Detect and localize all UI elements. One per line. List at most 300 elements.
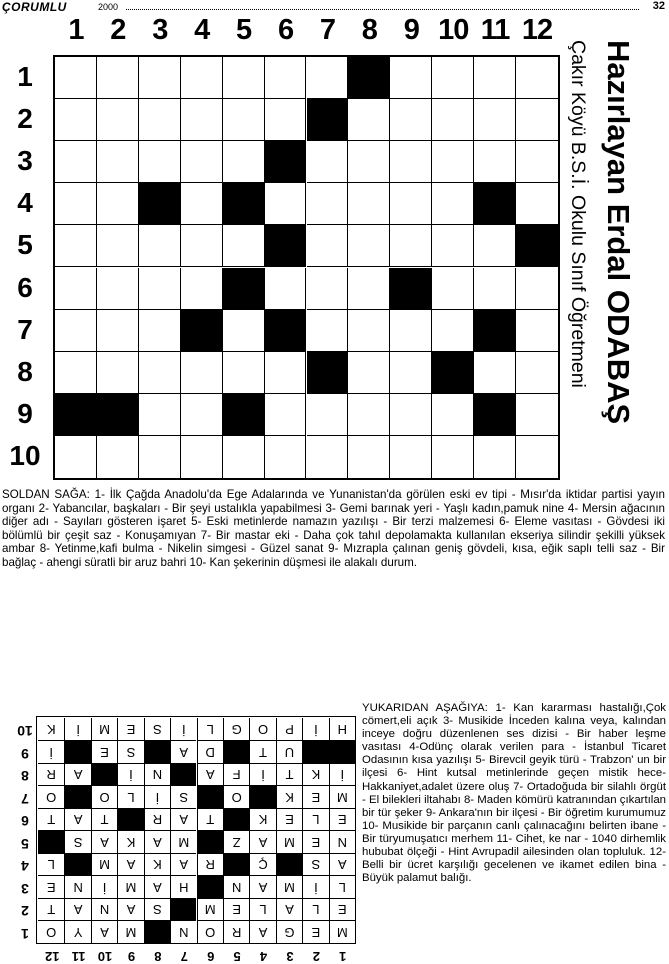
- solution-row-number: 9: [21, 746, 29, 762]
- grid-cell: [348, 394, 390, 436]
- solution-cell: G: [276, 921, 302, 944]
- grid-cell: [181, 57, 223, 99]
- grid-cell: [348, 141, 390, 183]
- grid-cell: [55, 352, 97, 394]
- solution-row-number: 3: [21, 881, 29, 897]
- column-number: 11: [480, 14, 510, 46]
- solution-cell: A: [117, 898, 143, 921]
- solution-cell: E: [302, 921, 328, 944]
- row-number: 10: [9, 439, 41, 471]
- solution-cell: Y: [64, 921, 90, 944]
- solution-cell: N: [170, 921, 196, 944]
- solution-cell: T: [38, 898, 64, 921]
- solution-cell: R: [144, 808, 170, 831]
- crossword-grid: [53, 55, 560, 480]
- solution-cell: [329, 741, 355, 764]
- credits-panel: [560, 40, 669, 480]
- solution-cell: P: [276, 718, 302, 741]
- column-number: 8: [361, 14, 377, 46]
- grid-cell: [97, 394, 139, 436]
- solution-cell: E: [302, 786, 328, 809]
- grid-cell: [307, 268, 349, 310]
- column-number: 9: [403, 14, 419, 46]
- grid-cell: [307, 141, 349, 183]
- solution-cell: İ: [249, 763, 275, 786]
- column-number: 2: [110, 14, 126, 46]
- grid-cell: [307, 352, 349, 394]
- solution-cell: [144, 741, 170, 764]
- row-number: 1: [17, 61, 33, 93]
- solution-cell: A: [144, 831, 170, 854]
- grid-cell: [97, 57, 139, 99]
- grid-cell: [474, 225, 516, 267]
- solution-cell: E: [91, 741, 117, 764]
- solution-cell: A: [64, 898, 90, 921]
- grid-cell: [432, 394, 474, 436]
- solution-cell: [197, 876, 223, 899]
- solution-cell: L: [249, 898, 275, 921]
- solution-cell: [223, 741, 249, 764]
- solution-cell: A: [91, 831, 117, 854]
- row-number: 6: [17, 271, 33, 303]
- solution-cell: A: [170, 741, 196, 764]
- solution-row-number: 10: [17, 723, 33, 740]
- solution-row-number: 7: [21, 791, 29, 807]
- grid-cell: [516, 436, 558, 478]
- solution-column-number: 12: [44, 949, 60, 964]
- grid-cell: [265, 352, 307, 394]
- grid-cell: [223, 57, 265, 99]
- grid-cell: [223, 268, 265, 310]
- grid-cell: [97, 352, 139, 394]
- grid-cell: [432, 99, 474, 141]
- grid-cell: [181, 141, 223, 183]
- grid-cell: [474, 352, 516, 394]
- grid-cell: [265, 99, 307, 141]
- solution-cell: G: [223, 718, 249, 741]
- solution-cell: A: [64, 808, 90, 831]
- row-number: 9: [17, 397, 33, 429]
- solution-cell: S: [144, 718, 170, 741]
- solution-cell: S: [302, 853, 328, 876]
- across-heading: SOLDAN SAĞA:: [2, 488, 90, 501]
- solution-cell: [64, 853, 90, 876]
- solution-cell: L: [117, 786, 143, 809]
- solution-row-number: 8: [21, 768, 29, 785]
- grid-cell: [307, 225, 349, 267]
- solution-cell: İ: [117, 763, 143, 786]
- grid-cell: [181, 310, 223, 352]
- grid-cell: [307, 436, 349, 478]
- solution-cell: [91, 763, 117, 786]
- down-clues: [362, 702, 666, 885]
- solution-column-number: 11: [71, 949, 86, 964]
- page-header: [0, 0, 669, 14]
- solution-cell: N: [223, 876, 249, 899]
- solution-cell: K: [117, 831, 143, 854]
- solution-cell: M: [91, 718, 117, 741]
- solution-row-number: 6: [21, 813, 29, 830]
- solution-cell: K: [144, 853, 170, 876]
- grid-cell: [97, 268, 139, 310]
- solution-cell: [144, 921, 170, 944]
- grid-cell: [432, 268, 474, 310]
- solution-row-number: 1: [21, 926, 29, 942]
- solution-block: [16, 716, 356, 964]
- solution-cell: İ: [329, 763, 355, 786]
- grid-cell: [265, 183, 307, 225]
- grid-cell: [432, 57, 474, 99]
- solution-cell: S: [144, 898, 170, 921]
- solution-cell: D: [197, 741, 223, 764]
- credits-subtitle: Çakır Köyü B.S.İ. Okulu Sınıf Öğretmeni: [567, 40, 589, 388]
- down-heading: YUKARIDAN AŞAĞIYA:: [362, 702, 488, 714]
- grid-cell: [390, 436, 432, 478]
- solution-cell: N: [91, 898, 117, 921]
- solution-column-number: 6: [207, 949, 215, 964]
- solution-cell: [38, 831, 64, 854]
- row-number: 3: [17, 145, 33, 177]
- row-number: 5: [17, 229, 33, 261]
- solution-cell: [64, 786, 90, 809]
- solution-cell: M: [329, 921, 355, 944]
- grid-cell: [223, 183, 265, 225]
- column-number: 10: [438, 14, 469, 46]
- column-number: 7: [319, 14, 336, 46]
- grid-cell: [55, 99, 97, 141]
- solution-cell: A: [249, 876, 275, 899]
- solution-cell: E: [276, 808, 302, 831]
- puzzle-column-numbers: [53, 14, 560, 50]
- grid-cell: [432, 141, 474, 183]
- solution-cell: E: [302, 831, 328, 854]
- grid-cell: [265, 57, 307, 99]
- solution-cell: M: [117, 921, 143, 944]
- grid-cell: [265, 268, 307, 310]
- solution-column-number: 1: [339, 949, 347, 964]
- grid-cell: [348, 183, 390, 225]
- solution-cell: N: [64, 876, 90, 899]
- solution-cell: O: [38, 921, 64, 944]
- solution-cell: T: [197, 808, 223, 831]
- solution-cell: N: [329, 831, 355, 854]
- grid-cell: [307, 183, 349, 225]
- grid-cell: [55, 183, 97, 225]
- grid-cell: [223, 352, 265, 394]
- solution-cell: S: [64, 831, 90, 854]
- grid-cell: [390, 99, 432, 141]
- solution-cell: M: [170, 831, 196, 854]
- grid-cell: [474, 436, 516, 478]
- solution-cell: [249, 786, 275, 809]
- grid-cell: [348, 57, 390, 99]
- grid-cell: [390, 268, 432, 310]
- column-number: 3: [152, 14, 168, 46]
- solution-row-number: 4: [21, 858, 29, 875]
- solution-column-number: 9: [127, 949, 136, 964]
- grid-cell: [223, 394, 265, 436]
- grid-cell: [516, 141, 558, 183]
- solution-column-numbers: [36, 946, 356, 964]
- solution-column-number: 7: [180, 949, 188, 964]
- solution-cell: E: [329, 808, 355, 831]
- grid-cell: [348, 268, 390, 310]
- solution-cell: S: [170, 786, 196, 809]
- solution-column-number: 8: [154, 949, 162, 964]
- header-dotted-rule: [126, 9, 639, 10]
- solution-column-number: 4: [259, 949, 268, 964]
- row-number: 7: [17, 313, 33, 345]
- grid-cell: [265, 225, 307, 267]
- solution-cell: H: [170, 876, 196, 899]
- solution-cell: N: [144, 763, 170, 786]
- grid-cell: [55, 225, 97, 267]
- solution-cell: İ: [38, 741, 64, 764]
- grid-cell: [223, 141, 265, 183]
- solution-cell: İ: [302, 876, 328, 899]
- grid-cell: [55, 141, 97, 183]
- grid-cell: [390, 225, 432, 267]
- across-clues: [2, 488, 665, 570]
- grid-cell: [223, 225, 265, 267]
- grid-cell: [432, 225, 474, 267]
- solution-cell: A: [144, 876, 170, 899]
- grid-cell: [181, 225, 223, 267]
- solution-cell: İ: [91, 876, 117, 899]
- magazine-logo: ÇORUMLU: [2, 0, 67, 14]
- solution-row-number: 5: [21, 836, 29, 852]
- solution-cell: [223, 808, 249, 831]
- solution-cell: F: [223, 763, 249, 786]
- grid-cell: [474, 394, 516, 436]
- grid-cell: [55, 268, 97, 310]
- grid-cell: [55, 57, 97, 99]
- solution-cell: [64, 741, 90, 764]
- grid-cell: [516, 352, 558, 394]
- solution-cell: T: [38, 808, 64, 831]
- grid-cell: [432, 436, 474, 478]
- solution-cell: O: [38, 786, 64, 809]
- solution-cell: L: [38, 853, 64, 876]
- grid-cell: [474, 141, 516, 183]
- solution-cell: Z: [223, 831, 249, 854]
- grid-cell: [390, 394, 432, 436]
- solution-cell: A: [249, 831, 275, 854]
- issue-year: 2000: [98, 2, 119, 12]
- grid-cell: [516, 183, 558, 225]
- grid-cell: [516, 57, 558, 99]
- solution-cell: K: [249, 808, 275, 831]
- solution-cell: O: [91, 786, 117, 809]
- grid-cell: [516, 310, 558, 352]
- grid-cell: [139, 141, 181, 183]
- grid-cell: [516, 268, 558, 310]
- grid-cell: [97, 436, 139, 478]
- column-number: 4: [194, 14, 210, 46]
- solution-cell: R: [223, 921, 249, 944]
- grid-cell: [97, 183, 139, 225]
- solution-cell: A: [329, 853, 355, 876]
- solution-cell: E: [223, 898, 249, 921]
- solution-cell: T: [91, 808, 117, 831]
- solution-cell: İ: [302, 718, 328, 741]
- solution-cell: K: [276, 786, 302, 809]
- grid-cell: [181, 268, 223, 310]
- grid-cell: [97, 99, 139, 141]
- solution-cell: [197, 786, 223, 809]
- solution-cell: U: [276, 741, 302, 764]
- solution-column-number: 3: [286, 949, 294, 964]
- grid-cell: [432, 352, 474, 394]
- grid-cell: [139, 310, 181, 352]
- grid-cell: [390, 310, 432, 352]
- solution-cell: O: [249, 718, 275, 741]
- grid-cell: [516, 99, 558, 141]
- grid-cell: [432, 310, 474, 352]
- solution-cell: K: [38, 718, 64, 741]
- solution-cell: A: [64, 763, 90, 786]
- solution-cell: L: [329, 876, 355, 899]
- grid-cell: [390, 183, 432, 225]
- grid-cell: [307, 394, 349, 436]
- grid-cell: [348, 352, 390, 394]
- row-number: 4: [17, 187, 33, 219]
- solution-cell: T: [276, 763, 302, 786]
- solution-cell: O: [223, 786, 249, 809]
- grid-cell: [181, 183, 223, 225]
- solution-cell: L: [302, 898, 328, 921]
- grid-cell: [139, 225, 181, 267]
- solution-cell: A: [249, 921, 275, 944]
- grid-cell: [265, 394, 307, 436]
- grid-cell: [307, 310, 349, 352]
- solution-cell: İ: [170, 718, 196, 741]
- solution-cell: [170, 898, 196, 921]
- grid-cell: [307, 57, 349, 99]
- grid-cell: [348, 310, 390, 352]
- solution-cell: R: [38, 763, 64, 786]
- solution-grid: [36, 716, 356, 944]
- grid-cell: [139, 268, 181, 310]
- credits-title: Hazırlayan Erdal ODABAŞ: [601, 40, 636, 425]
- solution-cell: L: [302, 808, 328, 831]
- row-number: 2: [17, 103, 33, 135]
- solution-cell: [302, 741, 328, 764]
- grid-cell: [223, 310, 265, 352]
- grid-cell: [348, 99, 390, 141]
- grid-cell: [181, 436, 223, 478]
- solution-cell: [223, 853, 249, 876]
- grid-cell: [432, 183, 474, 225]
- solution-cell: E: [329, 898, 355, 921]
- solution-cell: A: [170, 853, 196, 876]
- column-number: 6: [277, 14, 294, 46]
- grid-cell: [390, 57, 432, 99]
- solution-cell: R: [197, 853, 223, 876]
- solution-cell: E: [38, 876, 64, 899]
- down-text: 1- Kan kararması hastalığı,Çok cömert,eli açık 3- Musikide İnceden kalına veya, kalından inceye doğru düzenlenen ses dizisi - Bir haber leşme vasıtası 4-Odünç olarak verilen para - İstanbul Ticaret Odasının kısa yazılışı 5- Birevcil geyik türü - Trabzon' un bir ilçesi 6- Hint kutsal metinlerinde geçen mistik hece- Hakkaniyet,adalet üzere oluş 7- Ortadoğuda bir silahlı örgüt - El bilekleri iltahabı 8- Maden kömürü katranından çıkartılan bir tür şeker 9- Ankara'nın bir ilçesi - Bir öğretim kurumumuz 10- Musikide bir parçanın canlı çalınacağını belirten ibane - Bir türyumuşatıcı merhem 11- Cihet, ke nar - 1040 dirhemlik hububat ölçeği - Hint Avrupadil ailesinden olan topluluk. 12- Belli bir ücret karşılığı gecelenen ve ikamet edilen bina -Büyük palamut balığı.: [362, 702, 666, 885]
- grid-cell: [265, 141, 307, 183]
- solution-cell: Ç: [249, 853, 275, 876]
- grid-cell: [307, 99, 349, 141]
- solution-cell: A: [117, 853, 143, 876]
- column-number: 5: [236, 14, 252, 46]
- grid-cell: [139, 352, 181, 394]
- column-number: 1: [68, 14, 84, 46]
- grid-cell: [390, 352, 432, 394]
- grid-cell: [516, 394, 558, 436]
- grid-cell: [474, 57, 516, 99]
- grid-cell: [139, 99, 181, 141]
- grid-cell: [181, 352, 223, 394]
- grid-cell: [474, 310, 516, 352]
- solution-cell: M: [329, 786, 355, 809]
- solution-cell: M: [276, 831, 302, 854]
- solution-cell: M: [91, 853, 117, 876]
- solution-cell: A: [91, 921, 117, 944]
- page-number: 32: [652, 0, 665, 12]
- solution-cell: [170, 763, 196, 786]
- column-number: 12: [521, 14, 553, 46]
- solution-column-number: 10: [97, 949, 113, 964]
- solution-cell: İ: [144, 786, 170, 809]
- grid-cell: [139, 57, 181, 99]
- grid-cell: [265, 436, 307, 478]
- solution-cell: M: [276, 876, 302, 899]
- grid-cell: [474, 268, 516, 310]
- grid-cell: [223, 436, 265, 478]
- grid-cell: [516, 225, 558, 267]
- solution-cell: L: [197, 718, 223, 741]
- grid-cell: [181, 99, 223, 141]
- grid-cell: [348, 225, 390, 267]
- grid-cell: [265, 310, 307, 352]
- grid-cell: [55, 436, 97, 478]
- grid-cell: [139, 394, 181, 436]
- solution-cell: S: [117, 741, 143, 764]
- solution-cell: T: [249, 741, 275, 764]
- solution-row-number: 2: [21, 903, 29, 920]
- row-number: 8: [17, 355, 33, 387]
- grid-cell: [390, 141, 432, 183]
- grid-cell: [139, 183, 181, 225]
- solution-column-number: 2: [312, 949, 321, 964]
- solution-cell: İ: [64, 718, 90, 741]
- grid-cell: [97, 141, 139, 183]
- grid-cell: [139, 436, 181, 478]
- solution-cell: [276, 853, 302, 876]
- grid-cell: [474, 99, 516, 141]
- grid-cell: [223, 99, 265, 141]
- solution-cell: [197, 831, 223, 854]
- grid-cell: [181, 394, 223, 436]
- solution-cell: O: [197, 921, 223, 944]
- solution-cell: M: [197, 898, 223, 921]
- solution-cell: K: [302, 763, 328, 786]
- solution-cell: M: [117, 876, 143, 899]
- grid-cell: [55, 394, 97, 436]
- across-text: 1- İlk Çağda Anadolu'da Ege Adalarında ve Yunanistan'da görülen eski ev tipi - Mısır'da iktidar partisi yayın organı 2- Yabancılar, başkaları - Bir şeyi ustalıkla yapabilmesi 3- Gemi barınak yeri - Yaşlı kadın,pamuk nine 4- Mersin ağacının diğer adı - Sayıları gösteren işaret 5- Eski metinlerde namazın yazılışı - Bir terzi malzemesi 6- Eleme vasıtası - Gövdesi iki bölümlü bir çeşit saz - Konuşamıyan 7- Bir mastar eki - Daha çok tahıl depolamakta kullanılan ekseriya silindir şekilli yüksek ambar 8- Yetinme,kafi bulma - Nikelin simgesi - Güzel sanat 9- Mızrapla çalınan geniş gövdeli, kısa, eğik saplı telli saz - Bir bağlaç - ahengi süratli bir aruz bahri 10- Kan şekerinin düşmesi ile alakalı durum.: [2, 488, 665, 569]
- solution-cell: A: [197, 763, 223, 786]
- solution-cell: H: [329, 718, 355, 741]
- solution-cell: E: [117, 718, 143, 741]
- grid-cell: [97, 310, 139, 352]
- solution-cell: [117, 808, 143, 831]
- grid-cell: [55, 310, 97, 352]
- grid-cell: [97, 225, 139, 267]
- solution-cell: A: [170, 808, 196, 831]
- grid-cell: [348, 436, 390, 478]
